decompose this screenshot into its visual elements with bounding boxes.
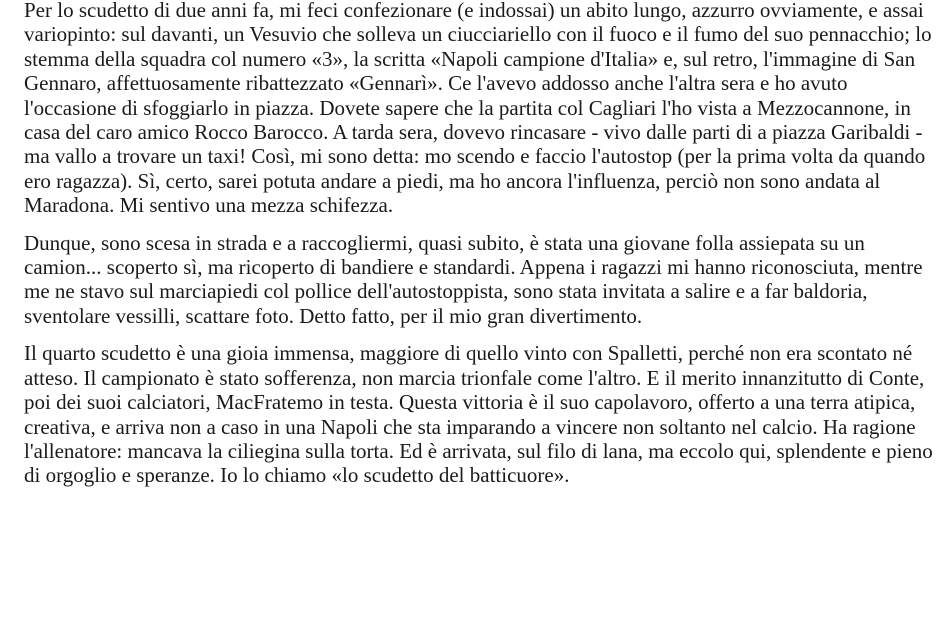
article-paragraph-3: Il quarto scudetto è una gioia immensa, maggiore di quello vinto con Spalletti, perché non era scontato né atteso. Il campionato è stato sofferenza, non marcia trionfale come l'altro. E il merito innanzitutto di Conte, poi dei suoi calciatori, MacFratemo in testa. Questa vittoria è il suo capolavoro, offerto a una terra atipica, creativa, e arriva non a caso in una Napoli che sta imparando a vincere non soltanto nel calcio. Ha ragione l'allenatore: mancava la ciliegina sulla torta. Ed è arrivata, sul filo di lana, ma eccolo qui, splendente e pieno di orgoglio e speranze. Io lo chiamo «lo scudetto del batticuore». xyxy=(24,341,933,488)
article-body xyxy=(24,0,939,488)
article-paragraph-2: Dunque, sono scesa in strada e a raccogliermi, quasi subito, è stata una giovane folla assiepata su un camion... scoperto sì, ma ricoperto di bandiere e standardi. Appena i ragazzi mi hanno riconosciuta, mentre me ne stavo sul marciapiedi col pollice dell'autostoppista, sono stata invitata a salire e a far baldoria, sventolare vessilli, scattare foto. Detto fatto, per il mio gran divertimento. xyxy=(24,230,923,328)
article-paragraph-1: Per lo scudetto di due anni fa, mi feci confezionare (e indossai) un abito lungo, azzurro ovviamente, e assai variopinto: sul davanti, un Vesuvio che solleva un ciucciariello con il fuoco e il fumo del suo pennacchio; lo stemma della squadra col numero «3», la scritta «Napoli campione d'Italia» e, sul retro, l'immagine di San Gennaro, affettuosamente ribattezzato «Gennarì». Ce l'avevo addosso anche l'altra sera e ho avuto l'occasione di sfoggiarlo in piazza. Dovete sapere che la partita col Cagliari l'ho vista a Mezzocannone, in casa del caro amico Rocco Barocco. A tarda sera, dovevo rincasare - vivo dalle parti di a piazza Garibaldi - ma vallo a trovare un taxi! Così, mi sono detta: mo scendo e faccio l'autostop (per la prima volta da quando ero ragazza). Sì, certo, sarei potuta andare a piedi, ma ho ancora l'influenza, perciò non sono andata al Maradona. Mi sentivo una mezza schifezza. xyxy=(24,0,932,218)
